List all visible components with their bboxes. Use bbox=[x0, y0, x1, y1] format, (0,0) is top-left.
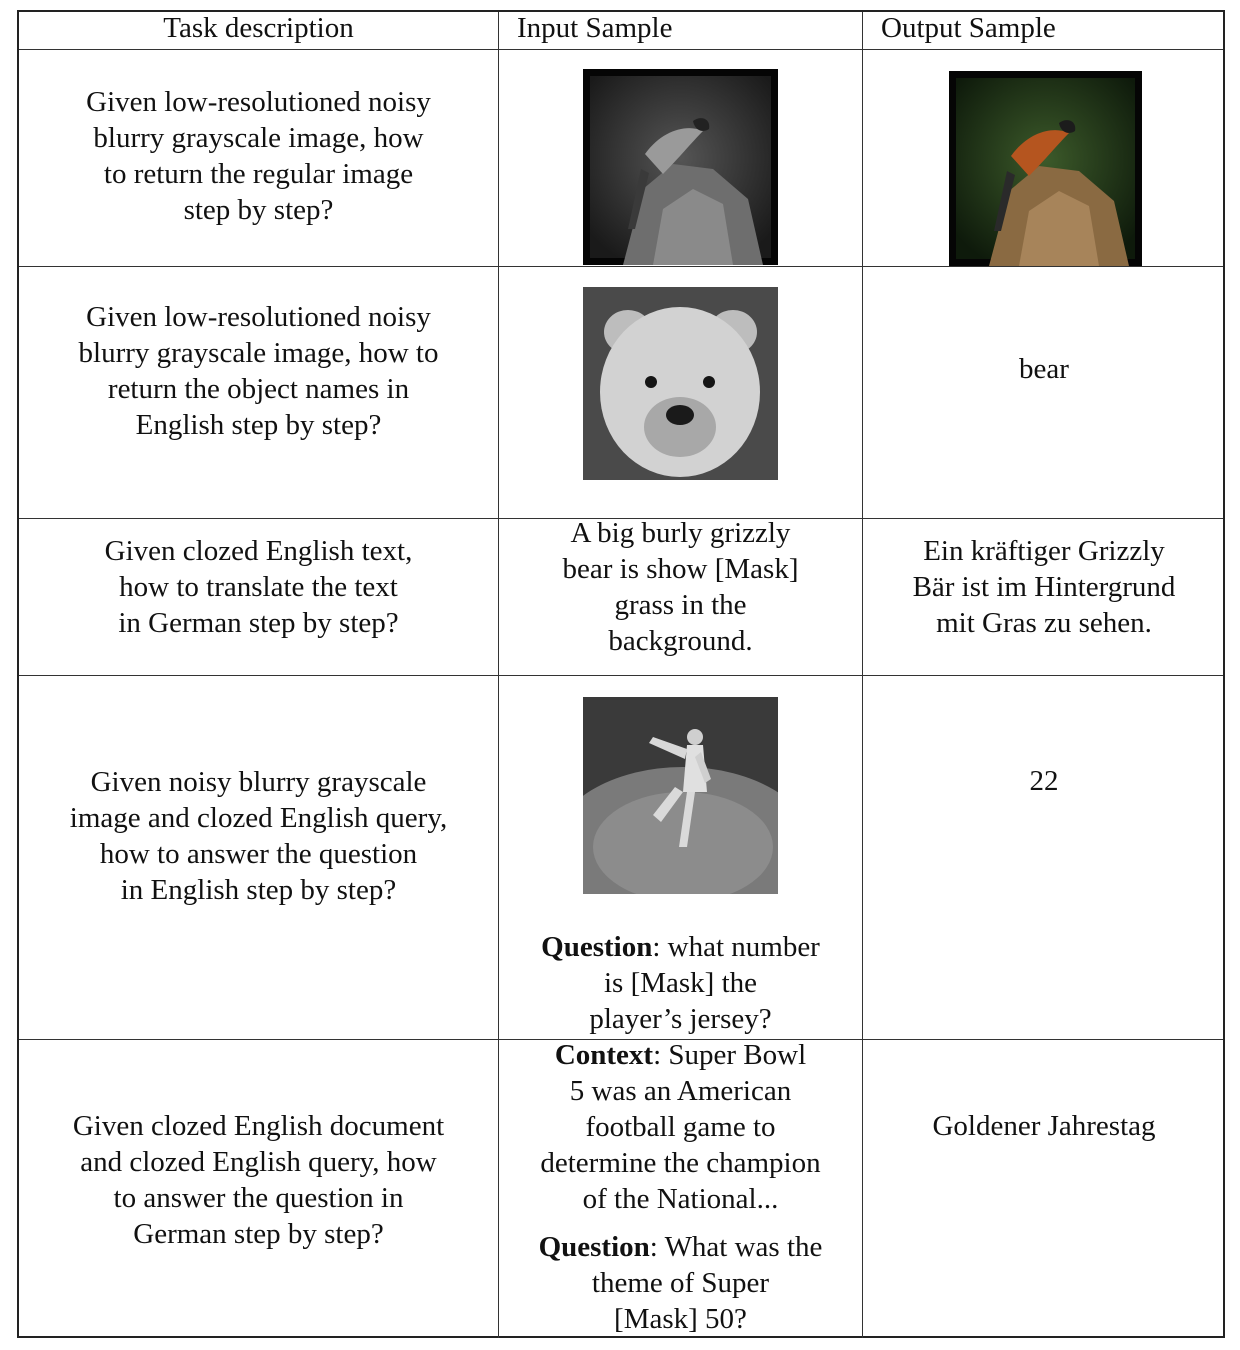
bird-grayscale-image bbox=[583, 69, 778, 265]
header-output-sample: Output Sample bbox=[881, 12, 1056, 44]
table-row bbox=[19, 518, 1223, 675]
task-text: Given clozed English text, how to translate the text in German step by step? bbox=[104, 535, 413, 639]
question-label: Question bbox=[541, 931, 653, 963]
question-body: : what number is [Mask] the player’s jersey? bbox=[589, 931, 820, 1035]
input-text: A big burly grizzly bear is show [Mask] grass in the background. bbox=[562, 517, 799, 657]
baseball-pitcher-image bbox=[583, 697, 778, 894]
context-body: : Super Bowl 5 was an American football game to determine the champion of the National... bbox=[540, 1039, 821, 1215]
question-text bbox=[499, 1229, 862, 1337]
output-text: Goldener Jahrestag bbox=[932, 1110, 1156, 1142]
table-row bbox=[19, 1039, 1223, 1338]
table-header-row bbox=[19, 12, 1223, 49]
bear-grayscale-image bbox=[583, 287, 778, 480]
table-row bbox=[19, 49, 1223, 266]
bird-color-image bbox=[949, 71, 1142, 266]
task-text: Given clozed English document and clozed English query, how to answer the question in German step by step? bbox=[72, 1110, 445, 1250]
output-text: Ein kräftiger Grizzly Bär ist im Hintergrund mit Gras zu sehen. bbox=[912, 535, 1176, 639]
table-row bbox=[19, 675, 1223, 1039]
question-text bbox=[499, 929, 862, 1037]
context-label: Context bbox=[554, 1039, 654, 1071]
question-body: : What was the theme of Super [Mask] 50? bbox=[591, 1231, 823, 1335]
table-row bbox=[19, 266, 1223, 518]
context-text bbox=[499, 1037, 862, 1217]
question-label: Question bbox=[538, 1231, 650, 1263]
task-text: Given noisy blurry grayscale image and clozed English query, how to answer the question in English step by step? bbox=[69, 766, 448, 906]
task-text: Given low-resolutioned noisy blurry grayscale image, how to return the regular image step by step? bbox=[86, 86, 431, 226]
header-task-description: Task description bbox=[19, 12, 499, 49]
output-text: bear bbox=[1019, 353, 1069, 385]
output-text: 22 bbox=[1029, 765, 1059, 797]
task-table bbox=[17, 10, 1225, 1338]
header-input-sample: Input Sample bbox=[499, 12, 863, 49]
task-text: Given low-resolutioned noisy blurry grayscale image, how to return the object names in English step by step? bbox=[78, 301, 439, 441]
